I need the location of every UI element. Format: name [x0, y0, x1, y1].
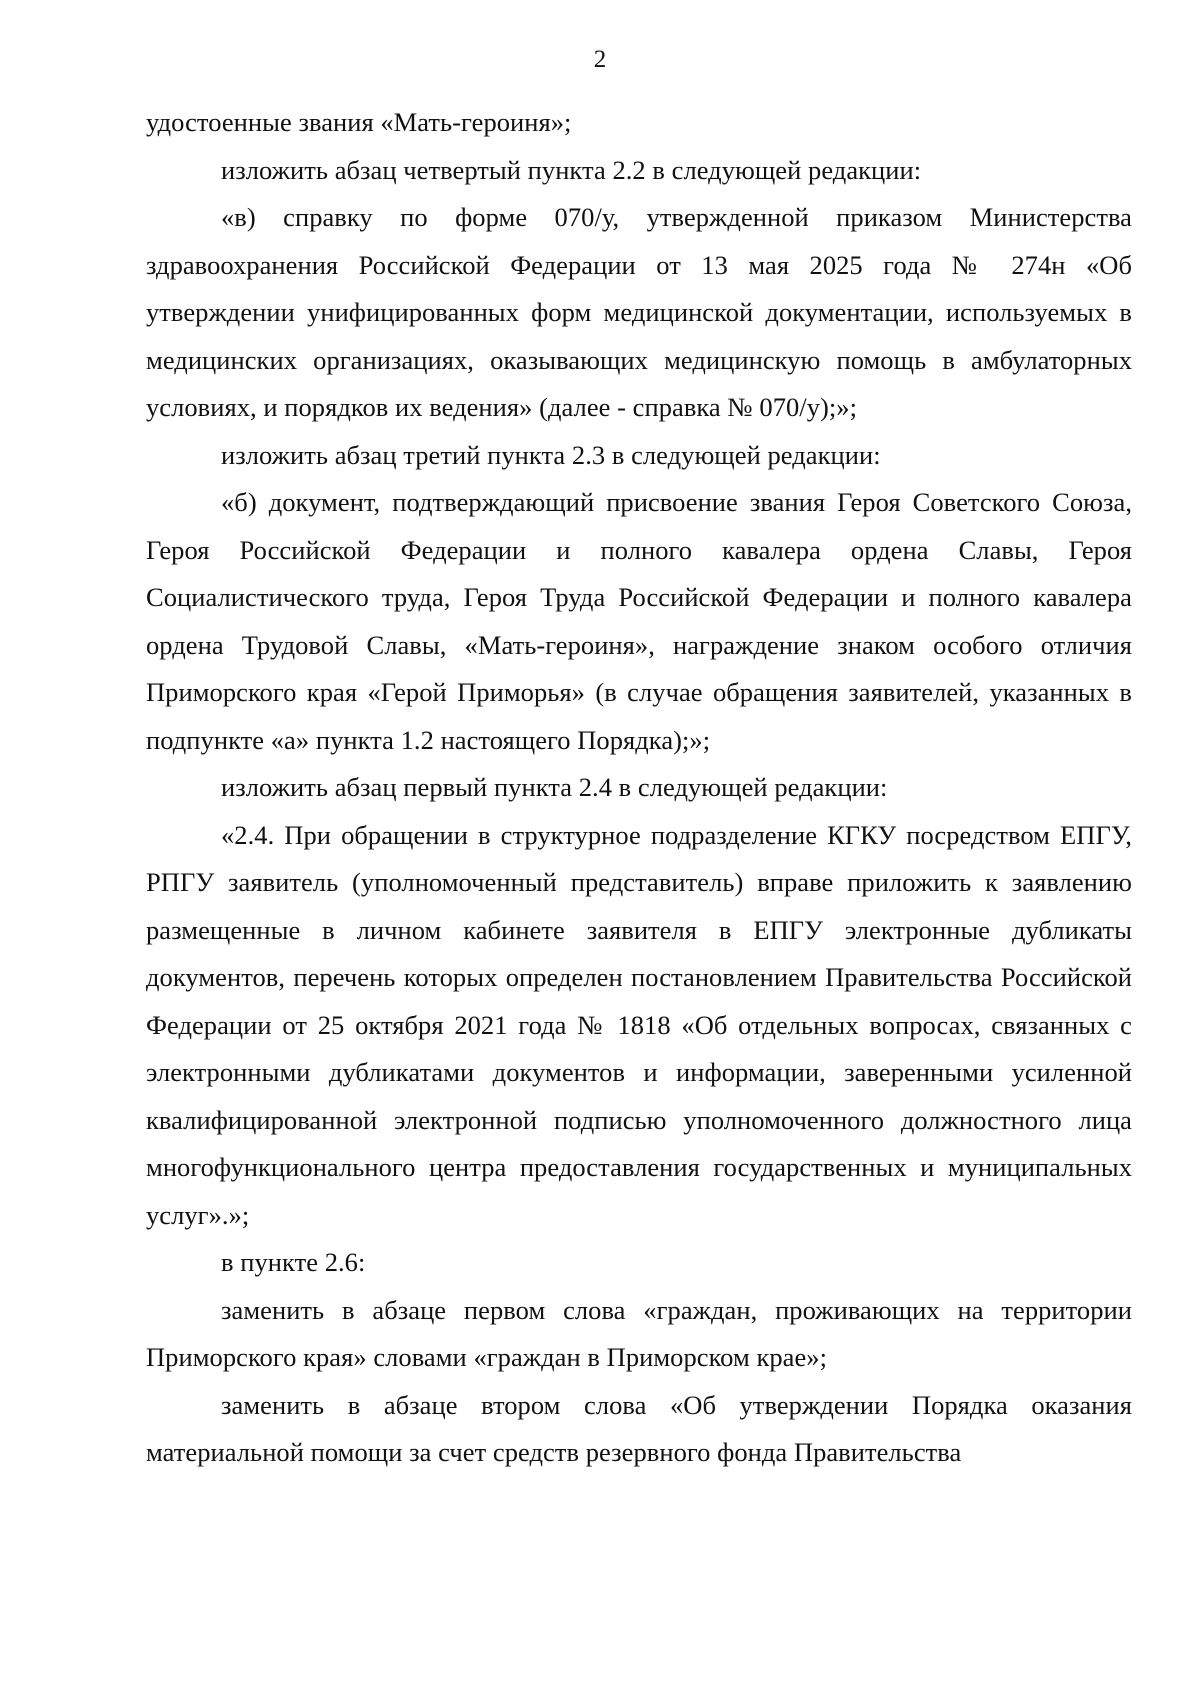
paragraph-amend-2-3: изложить абзац третий пункта 2.3 в следующей редакции: — [221, 439, 881, 470]
paragraph-replace-first: заменить в абзаце первом слова «граждан, проживающих на территории Приморского края» словами «граждан в Приморском крае»; — [146, 1294, 1132, 1372]
paragraph-amend-2-4: изложить абзац первый пункта 2.4 в следующей редакции: — [221, 772, 888, 802]
paragraph-item-v: «в) справку по форме 070/у, утвержденной приказом Министерства здравоохранения Российской Федерации от 13 мая 2025 года № 274н «Об утверждении унифицированных форм медицинской документации, используемых в медицинских организациях, оказывающих медицинскую помощь в амбулаторных условиях, и порядков их ведения» (далее - справка № 070/у);»; — [146, 202, 1132, 422]
paragraph-continuation: удостоенные звания «Мать-героиня»; — [146, 107, 572, 137]
paragraph-replace-second: заменить в абзаце втором слова «Об утверждении Порядка оказания материальной помощи за счет средств резервного фонда Правительства — [146, 1389, 1132, 1467]
paragraph-item-2-4: «2.4. При обращении в структурное подразделение КГКУ посредством ЕПГУ, РПГУ заявитель (уполномоченный представитель) вправе приложить к заявлению размещенные в личном кабинете заявителя в ЕПГУ электронные дубликаты документов, перечень которых определен постановлением Правительства Российской Федерации от 25 октября 2021 года № 1818 «Об отдельных вопросах, связанных с электронными дубликатами документов и информации, заверенными усиленной квалифицированной электронной подписью уполномоченного должностного лица многофункционального центра предоставления государственных и муниципальных услуг».»; — [146, 819, 1132, 1230]
paragraph-amend-2-2: изложить абзац четвертый пункта 2.2 в следующей редакции: — [221, 154, 922, 185]
paragraph-point-2-6: в пункте 2.6: — [221, 1247, 366, 1277]
paragraph-item-b: «б) документ, подтверждающий присвоение звания Героя Советского Союза, Героя Российской Федерации и полного кавалера ордена Славы, Героя Социалистического труда, Героя Труда Российской Федерации и полного кавалера ордена Трудовой Славы, «Мать-героиня», награждение знаком особого отличия Приморского края «Герой Приморья» (в случае обращения заявителей, указанных в подпункте «а» пункта 1.2 настоящего Порядка);»; — [146, 487, 1132, 755]
document-body — [146, 99, 1132, 1477]
page-number: 2 — [593, 46, 607, 73]
